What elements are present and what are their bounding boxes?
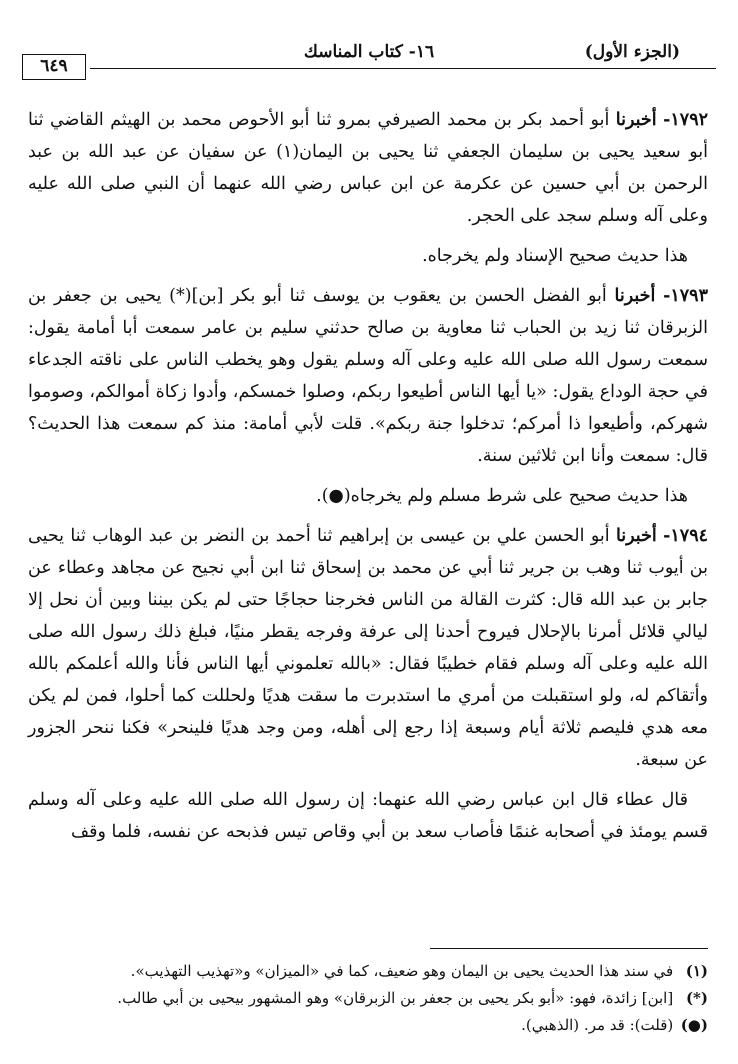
hadith-number: ١٧٩٢- bbox=[663, 110, 708, 130]
footnote-text: (قلت): قد مر. (الذهبي). bbox=[521, 1016, 674, 1034]
page-number: ٦٤٩ bbox=[22, 54, 86, 80]
footnote-3 bbox=[28, 1012, 708, 1039]
footnote-marker: (١) bbox=[685, 962, 708, 980]
footnote-text: في سند هذا الحديث يحيى بن اليمان وهو ضعيف، كما في «الميزان» و«تهذيب التهذيب». bbox=[130, 962, 674, 980]
footnote-2 bbox=[28, 985, 708, 1012]
narration-keyword: أخبرنا bbox=[615, 526, 657, 546]
footnote-text: [ابن] زائدة، فهو: «أبو بكر يحيى بن جعفر بن الزبرقان» وهو المشهور بيحيى بن أبي طالب. bbox=[117, 989, 674, 1007]
hadith-number: ١٧٩٤- bbox=[663, 526, 708, 546]
hadith-number: ١٧٩٣- bbox=[663, 286, 708, 306]
hadith-1794 bbox=[28, 520, 708, 776]
header-rule bbox=[90, 68, 716, 69]
hadith-1792 bbox=[28, 104, 708, 232]
footnote-marker: (*) bbox=[685, 989, 708, 1007]
narration-keyword: أخبرنا bbox=[614, 286, 656, 306]
footnote-marker: (●) bbox=[680, 1016, 708, 1034]
hadith-text: أبو أحمد بكر بن محمد الصيرفي بمرو ثنا أبو الأحوص محمد بن الهيثم القاضي ثنا أبو سعيد يحيى بن سليمان الجعفي ثنا يحيى بن اليمان(١) عن سفيان عن عبد الله بن عبد الرحمن بن أبي حسين عن عكرمة عن ابن عباس رضي الله عنهما أن النبي صلى الله عليه وعلى آله وسلم سجد على الحجر. bbox=[28, 110, 708, 226]
hadith-continuation: قال عطاء قال ابن عباس رضي الله عنهما: إن رسول الله صلى الله عليه وعلى آله وسلم قسم يومئذ في أصحابه غنمًا فأصاب سعد بن أبي وقاص تيس فذبحه عن نفسه، فلما وقف bbox=[28, 790, 708, 842]
main-text bbox=[28, 104, 708, 848]
chapter-title: ١٦- كتاب المناسك bbox=[303, 42, 435, 62]
grading-1793: هذا حديث صحيح على شرط مسلم ولم يخرجاه(●). bbox=[316, 486, 688, 506]
running-header bbox=[22, 40, 716, 76]
hadith-text: أبو الحسن علي بن عيسى بن إبراهيم ثنا أحمد بن النضر بن عبد الوهاب ثنا يحيى بن أيوب ثنا وهب بن جرير ثنا أبي عن محمد بن إسحاق ثنا ابن أبي نجيح عن مجاهد وعطاء عن جابر بن عبد الله قال: كثرت القالة من الناس فخرجنا حجاجًا حتى لم يكن بيننا وبين أن نحل إلا ليالي قلائل أمرنا بالإحلال فيروح أحدنا إلى عرفة وفرجه يقطر منيًا، فبلغ ذلك رسول الله صلى الله عليه وعلى آله وسلم فقام خطيبًا فقال: «بالله تعلموني أيها الناس فأنا والله أعلمكم بالله وأتقاكم له، ولو استقبلت من أمري ما استدبرت ما سقت هديًا ولحللت كما أحلوا، فمن لم يكن معه هدي فليصم ثلاثة أيام وسبعة إذا رجع إلى أهله، ومن وجد هديًا فلينحر» فكنا ننحر الجزور عن سبعة. bbox=[28, 526, 708, 770]
footnotes bbox=[28, 958, 708, 1039]
grading-1792: هذا حديث صحيح الإسناد ولم يخرجاه. bbox=[422, 246, 688, 266]
narration-keyword: أخبرنا bbox=[615, 110, 657, 130]
footnote-rule bbox=[430, 948, 708, 949]
footnote-1 bbox=[28, 958, 708, 985]
hadith-1793 bbox=[28, 280, 708, 472]
hadith-text: أبو الفضل الحسن بن يعقوب بن يوسف ثنا أبو بكر [بن](*) يحيى بن جعفر بن الزبرقان ثنا زيد بن الحباب ثنا معاوية بن صالح حدثني سليم بن عامر سمعت أبا أمامة يقول: سمعت رسول الله صلى الله عليه وعلى آله وسلم يقول وهو يخطب الناس على ناقته الجدعاء في حجة الوداع يقول: «يا أيها الناس أطيعوا ربكم، وصلوا خمسكم، وأدوا زكاة أموالكم، وصوموا شهركم، وأطيعوا ذا أمركم؛ تدخلوا جنة ربكم». قلت لأبي أمامة: منذ كم سمعت هذا الحديث؟ قال: سمعت وأنا ابن ثلاثين سنة. bbox=[28, 286, 708, 466]
volume-label: (الجزء الأول) bbox=[584, 42, 680, 62]
